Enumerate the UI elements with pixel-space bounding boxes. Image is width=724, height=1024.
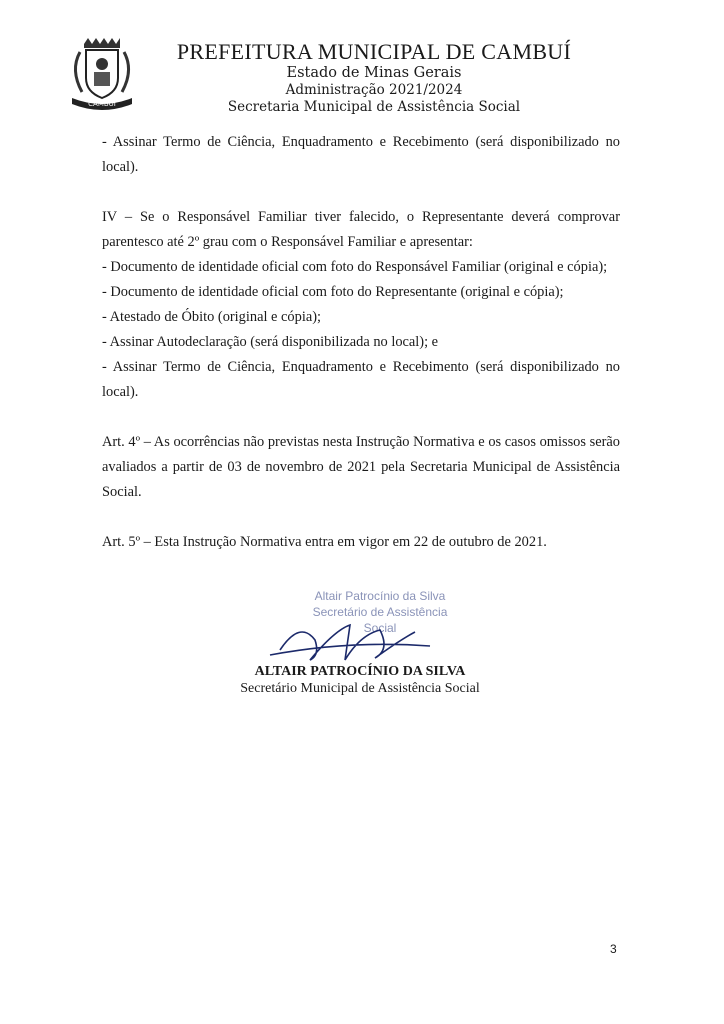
official-stamp: Altair Patrocínio da Silva Secretário de Assistência Social [312,589,448,635]
document-body [102,130,620,580]
handwritten-signature-icon [240,610,440,670]
page-title: PREFEITURA MUNICIPAL DE CAMBUÍ [176,39,572,64]
department-name: Secretaria Municipal de Assistência Social [227,99,521,115]
paragraph: - Assinar Termo de Ciência, Enquadramento e Recebimento (será disponibilizado no local). [102,134,620,175]
municipal-crest-icon [62,34,142,114]
paragraph: Art. 4º – As ocorrências não previstas nesta Instrução Normativa e os casos omissos serão avaliados a partir de 03 de novembro de 2021 pela Secretaria Municipal de Assistência Social. [102,434,620,500]
signer-name: ALTAIR PATROCÍNIO DA SILVA [254,664,466,679]
paragraph: Art. 5º – Esta Instrução Normativa entra em vigor em 22 de outubro de 2021. [102,534,547,550]
svg-text:CAMBUÍ: CAMBUÍ [88,100,116,108]
administration-period: Administração 2021/2024 [285,82,463,98]
paragraph: IV – Se o Responsável Familiar tiver falecido, o Representante deverá comprovar parentesco até 2º grau com o Responsável Familiar e apresentar: - Documento de identidade oficial com foto do Responsável Familiar (original e cópia); - Documento de identidade oficial com foto do Representante (original e cópia); - Atestado de Óbito (original e cópia); - Assinar Autodeclaração (será disponibilizada no local); e - Assinar Termo de Ciência, Enquadramento e Recebimento (será disponibilizado no local). [102,209,620,400]
signer-role: Secretário Municipal de Assistência Social [240,681,480,696]
page-number: 3 [610,942,617,956]
letterhead [62,34,662,124]
signature-block [220,663,500,698]
state-name: Estado de Minas Gerais [286,65,462,81]
